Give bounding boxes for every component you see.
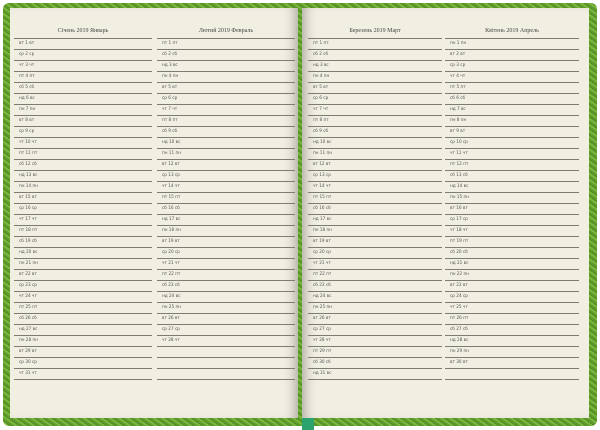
day-label: сб 16 сб	[162, 205, 180, 210]
ruled-line	[445, 159, 579, 160]
day-label: ср 20 ср	[313, 249, 331, 254]
day-label: пт 5 пт	[450, 84, 466, 89]
day-label: сб 23 сб	[162, 282, 180, 287]
ruled-line	[308, 60, 442, 61]
ruled-line	[157, 357, 295, 358]
ruled-line	[308, 368, 442, 369]
day-label: чт 21 чт	[313, 260, 331, 265]
day-label: пн 7 пн	[19, 106, 36, 111]
day-label: чт 21 чт	[162, 260, 180, 265]
ruled-line	[157, 181, 295, 182]
ruled-line	[445, 181, 579, 182]
day-label: ср 16 ср	[19, 205, 37, 210]
ruled-line	[14, 225, 152, 226]
ruled-line	[14, 335, 152, 336]
ruled-line	[14, 357, 152, 358]
ruled-line	[157, 280, 295, 281]
ruled-line	[157, 335, 295, 336]
ruled-line	[14, 203, 152, 204]
day-label: пт 8 пт	[313, 117, 329, 122]
day-label: сб 13 сб	[450, 172, 468, 177]
ruled-line	[308, 192, 442, 193]
ruled-line	[308, 159, 442, 160]
ruled-line	[308, 104, 442, 105]
ruled-line	[308, 269, 442, 270]
day-label: чт 17 чт	[19, 216, 37, 221]
ruled-line	[157, 60, 295, 61]
day-label: ср 17 ср	[450, 216, 468, 221]
day-label: вт 22 вт	[19, 271, 37, 276]
ruled-line	[308, 291, 442, 292]
day-label: ср 20 ср	[162, 249, 180, 254]
day-label: нд 24 вс	[162, 293, 181, 298]
ruled-line	[157, 368, 295, 369]
day-label: ср 9 ср	[19, 128, 35, 133]
day-label: пн 1 пн	[450, 40, 467, 45]
ruled-line	[14, 104, 152, 105]
ruled-line	[14, 170, 152, 171]
ruled-line	[157, 159, 295, 160]
right-page	[302, 8, 589, 418]
ruled-line	[157, 115, 295, 116]
ruled-line	[157, 258, 295, 259]
day-label: пн 22 пн	[450, 271, 469, 276]
day-label: вт 16 вт	[450, 205, 468, 210]
day-label: вт 26 вт	[162, 315, 180, 320]
day-label: пн 25 пн	[313, 304, 332, 309]
ruled-line	[308, 137, 442, 138]
ruled-line	[14, 368, 152, 369]
ruled-line	[157, 93, 295, 94]
ruled-line	[445, 379, 579, 380]
ruled-line	[308, 225, 442, 226]
day-label: сб 16 сб	[313, 205, 331, 210]
day-label: чт 18 чт	[450, 227, 468, 232]
ruled-line	[14, 60, 152, 61]
day-label: пн 8 пн	[450, 117, 467, 122]
ruled-line	[445, 214, 579, 215]
day-label: пн 15 пн	[450, 194, 469, 199]
day-label: сб 5 сб	[19, 84, 35, 89]
ruled-line	[14, 247, 152, 248]
day-label: вт 23 вт	[450, 282, 468, 287]
day-label: вт 12 вт	[313, 161, 331, 166]
day-label: чт 28 чт	[162, 337, 180, 342]
ruled-line	[308, 71, 442, 72]
ruled-line	[445, 60, 579, 61]
day-label: чт 14 чт	[313, 183, 331, 188]
day-label: ср 24 ср	[450, 293, 468, 298]
day-label: сб 23 сб	[313, 282, 331, 287]
ruled-line	[445, 247, 579, 248]
ruled-line	[445, 38, 579, 39]
ruled-line	[308, 214, 442, 215]
ruled-line	[157, 192, 295, 193]
ruled-line	[308, 38, 442, 39]
ruled-line	[308, 115, 442, 116]
day-label: ср 6 ср	[162, 95, 178, 100]
day-label: нд 31 вс	[313, 370, 332, 375]
ruled-line	[14, 148, 152, 149]
left-page	[10, 8, 298, 418]
day-label: ср 6 ср	[313, 95, 329, 100]
day-label: нд 24 вс	[313, 293, 332, 298]
ruled-line	[308, 82, 442, 83]
ruled-line	[308, 346, 442, 347]
day-label: вт 26 вт	[313, 315, 331, 320]
ruled-line	[445, 192, 579, 193]
ruled-line	[14, 214, 152, 215]
day-label: сб 12 сб	[19, 161, 37, 166]
day-label: пт 11 пт	[19, 150, 38, 155]
ruled-line	[14, 192, 152, 193]
ruled-line	[445, 302, 579, 303]
day-label: чт 14 чт	[162, 183, 180, 188]
ruled-line	[157, 302, 295, 303]
ruled-line	[445, 104, 579, 105]
ruled-line	[308, 357, 442, 358]
day-label: чт 4 чт	[450, 73, 466, 78]
day-label: нд 10 вс	[162, 139, 181, 144]
ruled-line	[157, 247, 295, 248]
month-title: Березень 2019 Март	[349, 28, 401, 34]
day-label: вт 29 вт	[19, 348, 37, 353]
ruled-line	[445, 225, 579, 226]
ruled-line	[14, 137, 152, 138]
day-label: нд 21 вс	[450, 260, 469, 265]
ruled-line	[445, 291, 579, 292]
day-label: пт 12 пт	[450, 161, 469, 166]
ruled-line	[14, 324, 152, 325]
ruled-line	[14, 93, 152, 94]
day-label: пн 25 пн	[162, 304, 181, 309]
ruled-line	[445, 71, 579, 72]
ruled-line	[14, 379, 152, 380]
ruled-line	[14, 126, 152, 127]
ruled-line	[445, 137, 579, 138]
day-label: чт 31 чт	[19, 370, 37, 375]
ruled-line	[157, 148, 295, 149]
day-label: пт 19 пт	[450, 238, 469, 243]
ruled-line	[157, 49, 295, 50]
ruled-line	[14, 258, 152, 259]
day-label: пт 22 пт	[313, 271, 332, 276]
day-label: сб 27 сб	[450, 326, 468, 331]
day-label: ср 10 ср	[450, 139, 468, 144]
ruled-line	[308, 324, 442, 325]
day-label: нд 17 вс	[313, 216, 332, 221]
day-label: нд 3 вс	[162, 62, 178, 67]
day-label: вт 9 вт	[450, 128, 466, 133]
day-label: ср 13 ср	[313, 172, 331, 177]
day-label: сб 9 сб	[313, 128, 329, 133]
day-label: сб 2 сб	[162, 51, 178, 56]
day-label: вт 5 вт	[313, 84, 329, 89]
ruled-line	[445, 313, 579, 314]
ruled-line	[445, 82, 579, 83]
ruled-line	[157, 291, 295, 292]
ruled-line	[445, 368, 579, 369]
ruled-line	[157, 324, 295, 325]
ruled-line	[445, 115, 579, 116]
day-label: чт 28 чт	[313, 337, 331, 342]
ruled-line	[308, 49, 442, 50]
ruled-line	[14, 313, 152, 314]
day-label: пт 26 пт	[450, 315, 469, 320]
day-label: пт 8 пт	[162, 117, 178, 122]
day-label: нд 3 вс	[313, 62, 329, 67]
day-label: чт 7 чт	[162, 106, 178, 111]
ruled-line	[157, 269, 295, 270]
day-label: вт 19 вт	[162, 238, 180, 243]
day-label: пт 25 пт	[19, 304, 38, 309]
day-label: нд 6 вс	[19, 95, 35, 100]
day-label: пт 29 пт	[313, 348, 332, 353]
day-label: вт 1 вт	[19, 40, 35, 45]
day-label: сб 6 сб	[450, 95, 466, 100]
day-label: сб 20 сб	[450, 249, 468, 254]
day-label: нд 27 вс	[19, 326, 38, 331]
ruled-line	[445, 126, 579, 127]
day-label: сб 19 сб	[19, 238, 37, 243]
day-label: чт 7 чт	[313, 106, 329, 111]
day-label: пт 18 пт	[19, 227, 38, 232]
day-label: пн 18 пн	[162, 227, 181, 232]
day-label: нд 28 вс	[450, 337, 469, 342]
ruled-line	[14, 291, 152, 292]
day-label: нд 20 вс	[19, 249, 38, 254]
month-title: Квітень 2019 Апрель	[485, 28, 539, 34]
day-label: пн 21 пн	[19, 260, 38, 265]
day-label: чт 3 чт	[19, 62, 35, 67]
ruled-line	[308, 93, 442, 94]
ruled-line	[445, 324, 579, 325]
ruled-line	[157, 379, 295, 380]
month-title: Січень 2019 Январь	[57, 28, 109, 34]
day-label: пт 1 пт	[313, 40, 329, 45]
ruled-line	[445, 335, 579, 336]
day-label: сб 2 сб	[313, 51, 329, 56]
ruled-line	[157, 203, 295, 204]
ruled-line	[445, 236, 579, 237]
ruled-line	[157, 137, 295, 138]
ruled-line	[308, 302, 442, 303]
ruled-line	[445, 258, 579, 259]
day-label: вт 12 вт	[162, 161, 180, 166]
ruled-line	[14, 71, 152, 72]
ruled-line	[157, 126, 295, 127]
ruled-line	[14, 181, 152, 182]
day-label: нд 13 вс	[19, 172, 38, 177]
day-label: нд 17 вс	[162, 216, 181, 221]
day-label: пн 11 пн	[313, 150, 332, 155]
day-label: вт 15 вт	[19, 194, 37, 199]
ruled-line	[308, 313, 442, 314]
day-label: пт 22 пт	[162, 271, 181, 276]
ruled-line	[308, 335, 442, 336]
ruled-line	[157, 346, 295, 347]
ruled-line	[14, 159, 152, 160]
day-label: ср 27 ср	[313, 326, 331, 331]
day-label: чт 24 чт	[19, 293, 37, 298]
day-label: пт 15 пт	[162, 194, 181, 199]
day-label: вт 30 вт	[450, 359, 468, 364]
ruled-line	[14, 280, 152, 281]
ruled-line	[14, 269, 152, 270]
day-label: пн 4 пн	[313, 73, 330, 78]
ruled-line	[308, 379, 442, 380]
ruled-line	[308, 126, 442, 127]
ruled-line	[14, 302, 152, 303]
day-label: вт 5 вт	[162, 84, 178, 89]
ruled-line	[445, 170, 579, 171]
day-label: ср 27 ср	[162, 326, 180, 331]
ruled-line	[157, 71, 295, 72]
day-label: пн 4 пн	[162, 73, 179, 78]
day-label: вт 8 вт	[19, 117, 35, 122]
ruled-line	[308, 236, 442, 237]
ruled-line	[445, 280, 579, 281]
day-label: пт 15 пт	[313, 194, 332, 199]
ruled-line	[14, 49, 152, 50]
day-label: ср 23 ср	[19, 282, 37, 287]
day-label: сб 9 сб	[162, 128, 178, 133]
ruled-line	[445, 49, 579, 50]
ruled-line	[14, 236, 152, 237]
ruled-line	[445, 93, 579, 94]
ruled-line	[308, 170, 442, 171]
day-label: пт 4 пт	[19, 73, 35, 78]
day-label: ср 2 ср	[19, 51, 35, 56]
day-label: чт 25 чт	[450, 304, 468, 309]
ruled-line	[157, 104, 295, 105]
day-label: сб 30 сб	[313, 359, 331, 364]
ruled-line	[445, 203, 579, 204]
ruled-line	[445, 346, 579, 347]
ruled-line	[445, 148, 579, 149]
day-label: ср 13 ср	[162, 172, 180, 177]
ruled-line	[157, 225, 295, 226]
ruled-line	[445, 269, 579, 270]
ruled-line	[14, 38, 152, 39]
ruled-line	[308, 258, 442, 259]
day-label: вт 2 вт	[450, 51, 466, 56]
day-label: чт 10 чт	[19, 139, 37, 144]
day-label: вт 19 вт	[313, 238, 331, 243]
ruled-line	[308, 203, 442, 204]
ruled-line	[157, 82, 295, 83]
ruled-line	[157, 214, 295, 215]
day-label: пн 11 пн	[162, 150, 181, 155]
day-label: пн 29 пн	[450, 348, 469, 353]
day-label: чт 11 чт	[450, 150, 468, 155]
day-label: нд 7 вс	[450, 106, 466, 111]
day-label: нд 10 вс	[313, 139, 332, 144]
ruled-line	[308, 280, 442, 281]
day-label: пн 28 пн	[19, 337, 38, 342]
ruled-line	[157, 38, 295, 39]
ruled-line	[157, 170, 295, 171]
ruled-line	[14, 346, 152, 347]
ruled-line	[157, 236, 295, 237]
ruled-line	[14, 115, 152, 116]
ruled-line	[14, 82, 152, 83]
ruled-line	[445, 357, 579, 358]
day-label: пт 1 пт	[162, 40, 178, 45]
month-title: Лютий 2019 Февраль	[198, 28, 254, 34]
day-label: ср 3 ср	[450, 62, 466, 67]
ruled-line	[308, 181, 442, 182]
day-label: пн 14 пн	[19, 183, 38, 188]
day-label: пн 18 пн	[313, 227, 332, 232]
ruled-line	[308, 148, 442, 149]
day-label: сб 26 сб	[19, 315, 37, 320]
day-label: ср 30 ср	[19, 359, 37, 364]
ruled-line	[157, 313, 295, 314]
day-label: нд 14 вс	[450, 183, 469, 188]
ruled-line	[308, 247, 442, 248]
